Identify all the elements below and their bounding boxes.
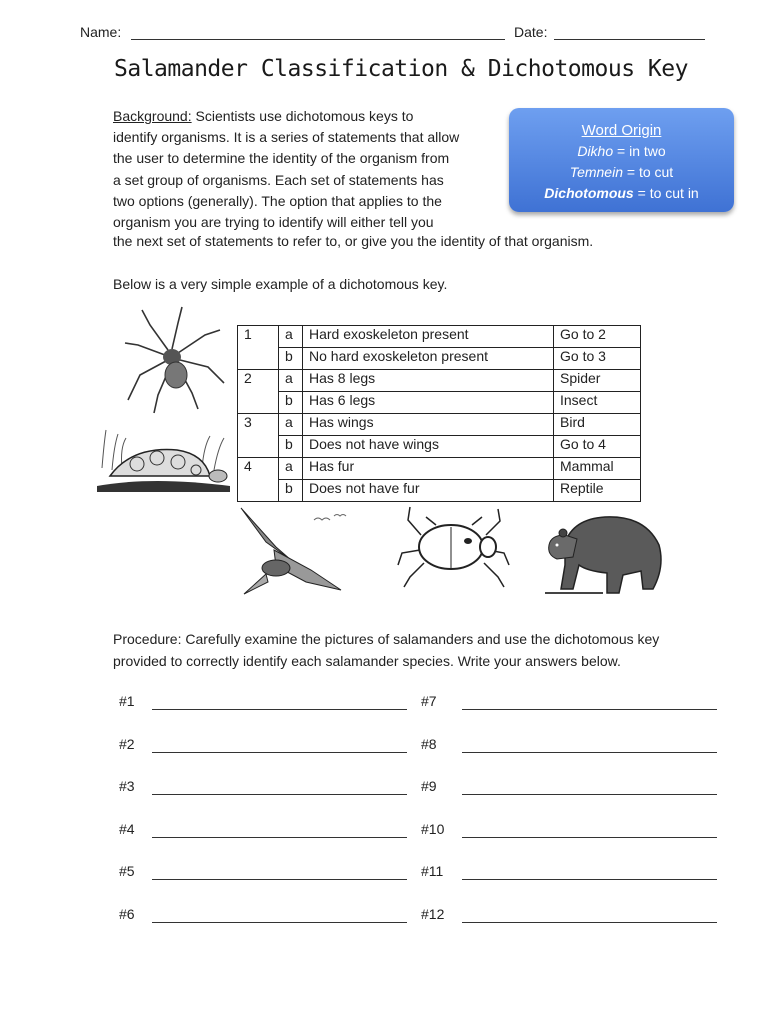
answer-label: #8 [421, 736, 437, 752]
answer-line[interactable] [152, 823, 407, 838]
key-row [238, 436, 641, 458]
answer-label: #7 [421, 693, 437, 709]
answer-label: #5 [119, 863, 135, 879]
word-origin-def: = in two [613, 143, 666, 159]
word-origin-line [509, 183, 734, 204]
key-row [238, 348, 641, 370]
answer-line[interactable] [462, 780, 717, 795]
key-result: Mammal [554, 458, 641, 480]
key-row [238, 480, 641, 502]
answer-line[interactable] [462, 738, 717, 753]
key-row [238, 458, 641, 480]
key-option-letter: b [279, 480, 303, 502]
procedure-line: provided to correctly identify each salamander species. Write your answers below. [113, 653, 621, 669]
procedure-text [113, 628, 723, 672]
word-origin-line [509, 141, 734, 162]
key-statement: Does not have fur [303, 480, 554, 502]
answer-line[interactable] [462, 823, 717, 838]
date-field[interactable] [554, 25, 705, 40]
key-result: Go to 2 [554, 326, 641, 348]
beetle-illustration [396, 505, 511, 590]
key-row [238, 370, 641, 392]
procedure-line: Procedure: Carefully examine the pictures of salamanders and use the dichotomous key [113, 631, 660, 647]
key-result: Insect [554, 392, 641, 414]
word-origin-line [509, 162, 734, 183]
answer-label: #1 [119, 693, 135, 709]
background-heading: Background: [113, 108, 192, 124]
answer-label: #3 [119, 778, 135, 794]
background-line: identify organisms. It is a series of statements that allow [113, 129, 460, 146]
key-statement: Hard exoskeleton present [303, 326, 554, 348]
word-origin-def: = to cut in [633, 185, 699, 201]
answer-label: #9 [421, 778, 437, 794]
key-option-letter: b [279, 348, 303, 370]
word-origin-def: = to cut [622, 164, 674, 180]
key-statement: Has 8 legs [303, 370, 554, 392]
key-option-letter: b [279, 436, 303, 458]
key-result: Go to 3 [554, 348, 641, 370]
key-row [238, 392, 641, 414]
key-result: Reptile [554, 480, 641, 502]
name-label: Name: [80, 24, 122, 40]
background-line: Scientists use dichotomous keys to [191, 108, 414, 124]
key-option-letter: a [279, 458, 303, 480]
answer-label: #6 [119, 906, 135, 922]
answer-line[interactable] [152, 738, 407, 753]
key-step-number: 1 [238, 326, 279, 370]
page-title: Salamander Classification & Dichotomous Key [114, 56, 688, 82]
word-origin-term: Dikho [577, 143, 614, 159]
key-option-letter: b [279, 392, 303, 414]
key-row [238, 414, 641, 436]
answer-line[interactable] [152, 780, 407, 795]
answer-line[interactable] [152, 865, 407, 880]
key-step-number: 2 [238, 370, 279, 414]
answer-label: #11 [421, 863, 444, 879]
background-paragraph [113, 106, 465, 233]
turtle-illustration [92, 428, 232, 494]
answer-label: #12 [421, 906, 445, 922]
word-origin-term: Dichotomous [544, 185, 634, 201]
answer-line[interactable] [462, 695, 717, 710]
key-row [238, 326, 641, 348]
answer-line[interactable] [152, 695, 407, 710]
answer-label: #10 [421, 821, 445, 837]
background-last-line: the next set of statements to refer to, or give you the identity of that organism. [113, 233, 594, 249]
key-statement: Has fur [303, 458, 554, 480]
spider-illustration [120, 305, 230, 415]
answer-label: #2 [119, 736, 135, 752]
key-statement: Has 6 legs [303, 392, 554, 414]
key-statement: Has wings [303, 414, 554, 436]
example-text: Below is a very simple example of a dichotomous key. [113, 276, 448, 292]
answer-line[interactable] [152, 908, 407, 923]
background-line: the user to determine the identity of the organism from [113, 150, 450, 167]
key-option-letter: a [279, 370, 303, 392]
background-line: organism you are trying to identify will either tell you [113, 214, 434, 231]
key-option-letter: a [279, 326, 303, 348]
answer-label: #4 [119, 821, 135, 837]
background-line: a set group of organisms. Each set of statements has [113, 171, 444, 188]
answer-line[interactable] [462, 908, 717, 923]
date-label: Date: [514, 24, 548, 40]
key-statement: No hard exoskeleton present [303, 348, 554, 370]
background-line: two options (generally). The option that applies to the [113, 192, 442, 209]
key-result: Go to 4 [554, 436, 641, 458]
key-step-number: 4 [238, 458, 279, 502]
word-origin-box [509, 108, 734, 212]
key-option-letter: a [279, 414, 303, 436]
name-field[interactable] [131, 25, 505, 40]
answer-line[interactable] [462, 865, 717, 880]
word-origin-title: Word Origin [581, 122, 662, 139]
word-origin-term: Temnein [569, 164, 623, 180]
key-statement: Does not have wings [303, 436, 554, 458]
key-result: Spider [554, 370, 641, 392]
key-step-number: 3 [238, 414, 279, 458]
key-result: Bird [554, 414, 641, 436]
bear-illustration [543, 505, 668, 600]
hawk-illustration [236, 502, 361, 597]
dichotomous-key-table [237, 325, 641, 502]
